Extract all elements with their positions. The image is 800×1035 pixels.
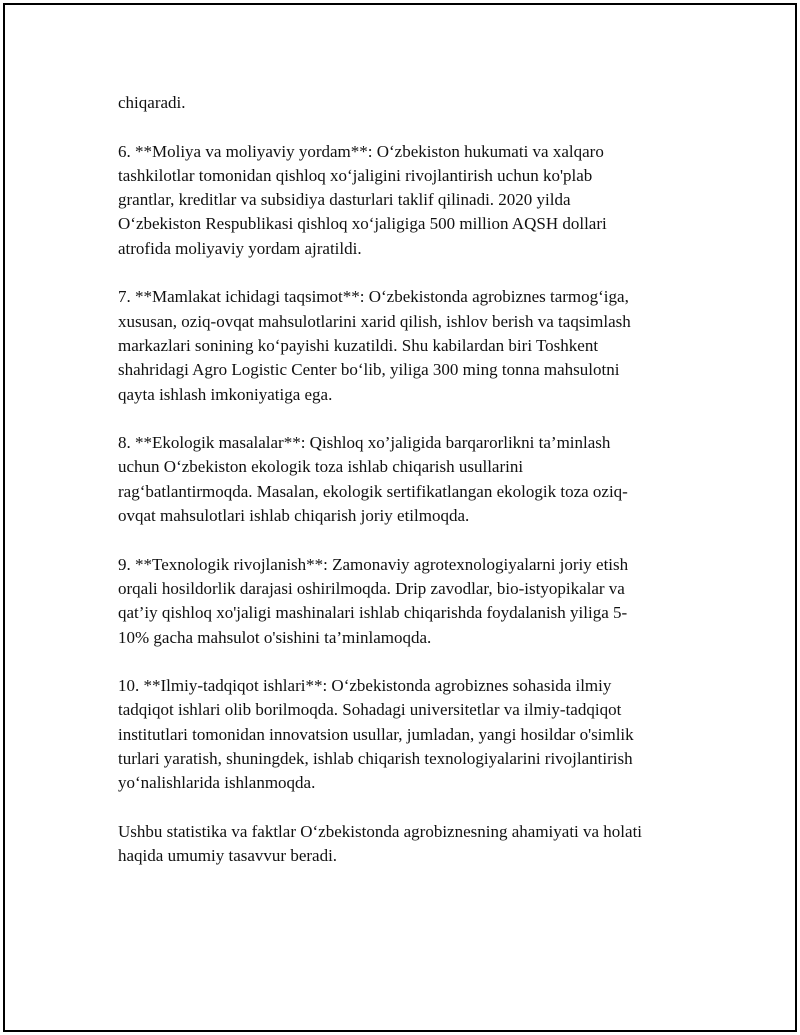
paragraph-line: 10% gacha mahsulot o'sishini ta’minlamoqda.	[118, 627, 432, 647]
paragraph-line: qayta ishlash imkoniyatiga ega.	[118, 384, 333, 404]
paragraph-line: uchun O‘zbekiston ekologik toza ishlab chiqarish usullarini	[118, 457, 524, 477]
paragraph-line: qat’iy qishloq xo'jaligi mashinalari ishlab chiqarishda foydalanish yiliga 5-	[118, 603, 628, 623]
paragraph-line: chiqaradi.	[118, 93, 186, 112]
paragraph-line: rag‘batlantirmoqda. Masalan, ekologik sertifikatlangan ekologik toza oziq-	[118, 481, 628, 501]
paragraph-9-technology	[118, 553, 718, 650]
paragraph-6-financing	[118, 140, 718, 261]
paragraph-8-ecology	[118, 431, 718, 528]
paragraph-line: 6. **Moliya va moliyaviy yordam**: O‘zbekiston hukumati va xalqaro	[118, 141, 604, 161]
paragraph-continuation	[118, 91, 718, 115]
paragraph-line: atrofida moliyaviy yordam ajratildi.	[118, 238, 362, 258]
paragraph-line: 10. **Ilmiy-tadqiqot ishlari**: O‘zbekistonda agrobiznes sohasida ilmiy	[118, 676, 612, 696]
paragraph-line: 9. **Texnologik rivojlanish**: Zamonaviy agrotexnologiyalarni joriy etish	[118, 554, 629, 574]
paragraph-line: O‘zbekiston Respublikasi qishloq xo‘jaligiga 500 million AQSH dollari	[118, 214, 607, 234]
paragraph-line: turlari yaratish, shuningdek, ishlab chiqarish texnologiyalarini rivojlantirish	[118, 749, 633, 769]
paragraph-line: xususan, oziq-ovqat mahsulotlarini xarid qilish, ishlov berish va taqsimlash	[118, 311, 631, 331]
paragraph-line: yo‘nalishlarida ishlanmoqda.	[118, 773, 316, 793]
paragraph-line: haqida umumiy tasavvur beradi.	[118, 846, 338, 866]
paragraph-10-research	[118, 674, 718, 795]
paragraph-line: orqali hosildorlik darajasi oshirilmoqda. Drip zavodlar, bio-istyopikalar va	[118, 578, 625, 598]
paragraph-line: Ushbu statistika va faktlar O‘zbekistonda agrobiznesning ahamiyati va holati	[118, 821, 643, 841]
paragraph-line: grantlar, kreditlar va subsidiya dasturlari taklif qilinadi. 2020 yilda	[118, 190, 571, 210]
paragraph-line: tashkilotlar tomonidan qishloq xo‘jaligini rivojlantirish uchun ko'plab	[118, 165, 593, 185]
paragraph-line: shahridagi Agro Logistic Center bo‘lib, yiliga 300 ming tonna mahsulotni	[118, 360, 620, 380]
paragraph-line: 8. **Ekologik masalalar**: Qishloq xo’jaligida barqarorlikni ta’minlash	[118, 433, 611, 453]
document-body	[118, 91, 718, 893]
paragraph-line: tadqiqot ishlari olib borilmoqda. Sohadagi universitetlar va ilmiy-tadqiqot	[118, 700, 622, 720]
paragraph-line: markazlari sonining ko‘payishi kuzatildi. Shu kabilardan biri Toshkent	[118, 335, 599, 355]
paragraph-line: 7. **Mamlakat ichidagi taqsimot**: O‘zbekistonda agrobiznes tarmog‘iga,	[118, 287, 629, 307]
paragraph-7-distribution	[118, 285, 718, 406]
paragraph-line: institutlari tomonidan innovatsion usullar, jumladan, yangi hosildar o'simlik	[118, 724, 634, 744]
paragraph-conclusion	[118, 820, 718, 869]
paragraph-line: ovqat mahsulotlari ishlab chiqarish joriy etilmoqda.	[118, 506, 470, 526]
